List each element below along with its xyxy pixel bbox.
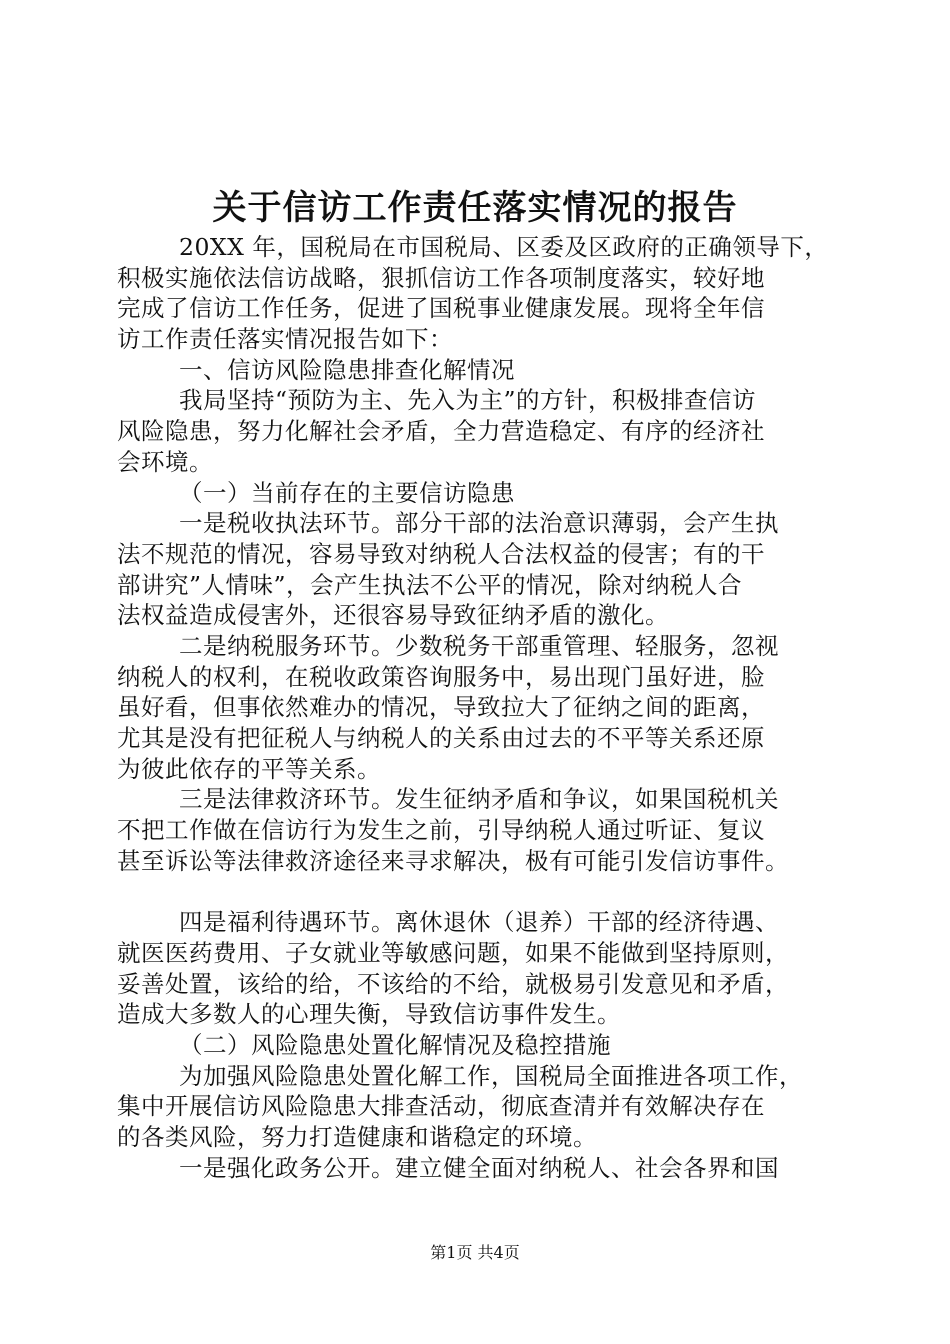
text-line: 二是纳税服务环节。少数税务干部重管理、轻服务，忽视 bbox=[179, 631, 779, 660]
document-body bbox=[117, 232, 845, 1183]
text-line: 就医医药费用、子女就业等敏感问题，如果不能做到坚持原则， bbox=[117, 938, 789, 967]
subsection-heading: （二）风险隐患处置化解情况及稳控措施 bbox=[179, 1030, 611, 1059]
text-line: 纳税人的权利，在税收政策咨询服务中，易出现门虽好进，脸 bbox=[117, 662, 765, 691]
text-line: 造成大多数人的心理失衡，导致信访事件发生。 bbox=[117, 1000, 621, 1029]
text-line: 法权益造成侵害外，还很容易导致征纳矛盾的激化。 bbox=[117, 601, 669, 630]
text-line: 一是强化政务公开。建立健全面对纳税人、社会各界和国 bbox=[179, 1153, 779, 1182]
text-line: 虽好看，但事依然难办的情况，导致拉大了征纳之间的距离， bbox=[117, 693, 765, 722]
text-line: 甚至诉讼等法律救济途径来寻求解决，极有可能引发信访事件。 bbox=[117, 846, 789, 875]
text-line: 我局坚持“预防为主、先入为主”的方针，积极排查信访 bbox=[179, 386, 757, 415]
page-footer: 第1页 共4页 bbox=[430, 1243, 520, 1262]
text-line: 四是福利待遇环节。离休退休（退养）干部的经济待遇、 bbox=[179, 908, 779, 937]
section-heading: 一、信访风险隐患排查化解情况 bbox=[179, 355, 515, 384]
subsection-heading: （一）当前存在的主要信访隐患 bbox=[179, 478, 515, 507]
text-line: 会环境。 bbox=[117, 447, 213, 476]
text-line: 风险隐患，努力化解社会矛盾，全力营造稳定、有序的经济社 bbox=[117, 417, 765, 446]
text-line: 法不规范的情况，容易导致对纳税人合法权益的侵害；有的干 bbox=[117, 539, 765, 568]
text-line: 为彼此依存的平等关系。 bbox=[117, 754, 381, 783]
text-line: 积极实施依法信访战略，狠抓信访工作各项制度落实，较好地 bbox=[117, 263, 765, 292]
text-line: 完成了信访工作任务，促进了国税事业健康发展。现将全年信 bbox=[117, 294, 765, 323]
paragraph-gap bbox=[117, 876, 845, 907]
text-line: 20XX 年，国税局在市国税局、区委及区政府的正确领导下， bbox=[179, 233, 829, 261]
text-line: 一是税收执法环节。部分干部的法治意识薄弱，会产生执 bbox=[179, 509, 779, 538]
text-line: 为加强风险隐患处置化解工作，国税局全面推进各项工作， bbox=[179, 1061, 803, 1090]
text-line: 不把工作做在信访行为发生之前，引导纳税人通过听证、复议 bbox=[117, 816, 765, 845]
text-line: 尤其是没有把征税人与纳税人的关系由过去的不平等关系还原 bbox=[117, 724, 765, 752]
text-line: 三是法律救济环节。发生征纳矛盾和争议，如果国税机关 bbox=[179, 785, 779, 814]
text-line: 集中开展信访风险隐患大排查活动，彻底查清并有效解决存在 bbox=[117, 1092, 765, 1121]
text-line: 妥善处置，该给的给，不该给的不给，就极易引发意见和矛盾， bbox=[117, 969, 789, 998]
document-title: 关于信访工作责任落实情况的报告 bbox=[212, 188, 738, 228]
text-line: 的各类风险，努力打造健康和谐稳定的环境。 bbox=[117, 1122, 597, 1151]
text-line: 部讲究”人情味”，会产生执法不公平的情况，除对纳税人合 bbox=[117, 570, 743, 599]
text-line: 访工作责任落实情况报告如下： bbox=[117, 325, 453, 354]
